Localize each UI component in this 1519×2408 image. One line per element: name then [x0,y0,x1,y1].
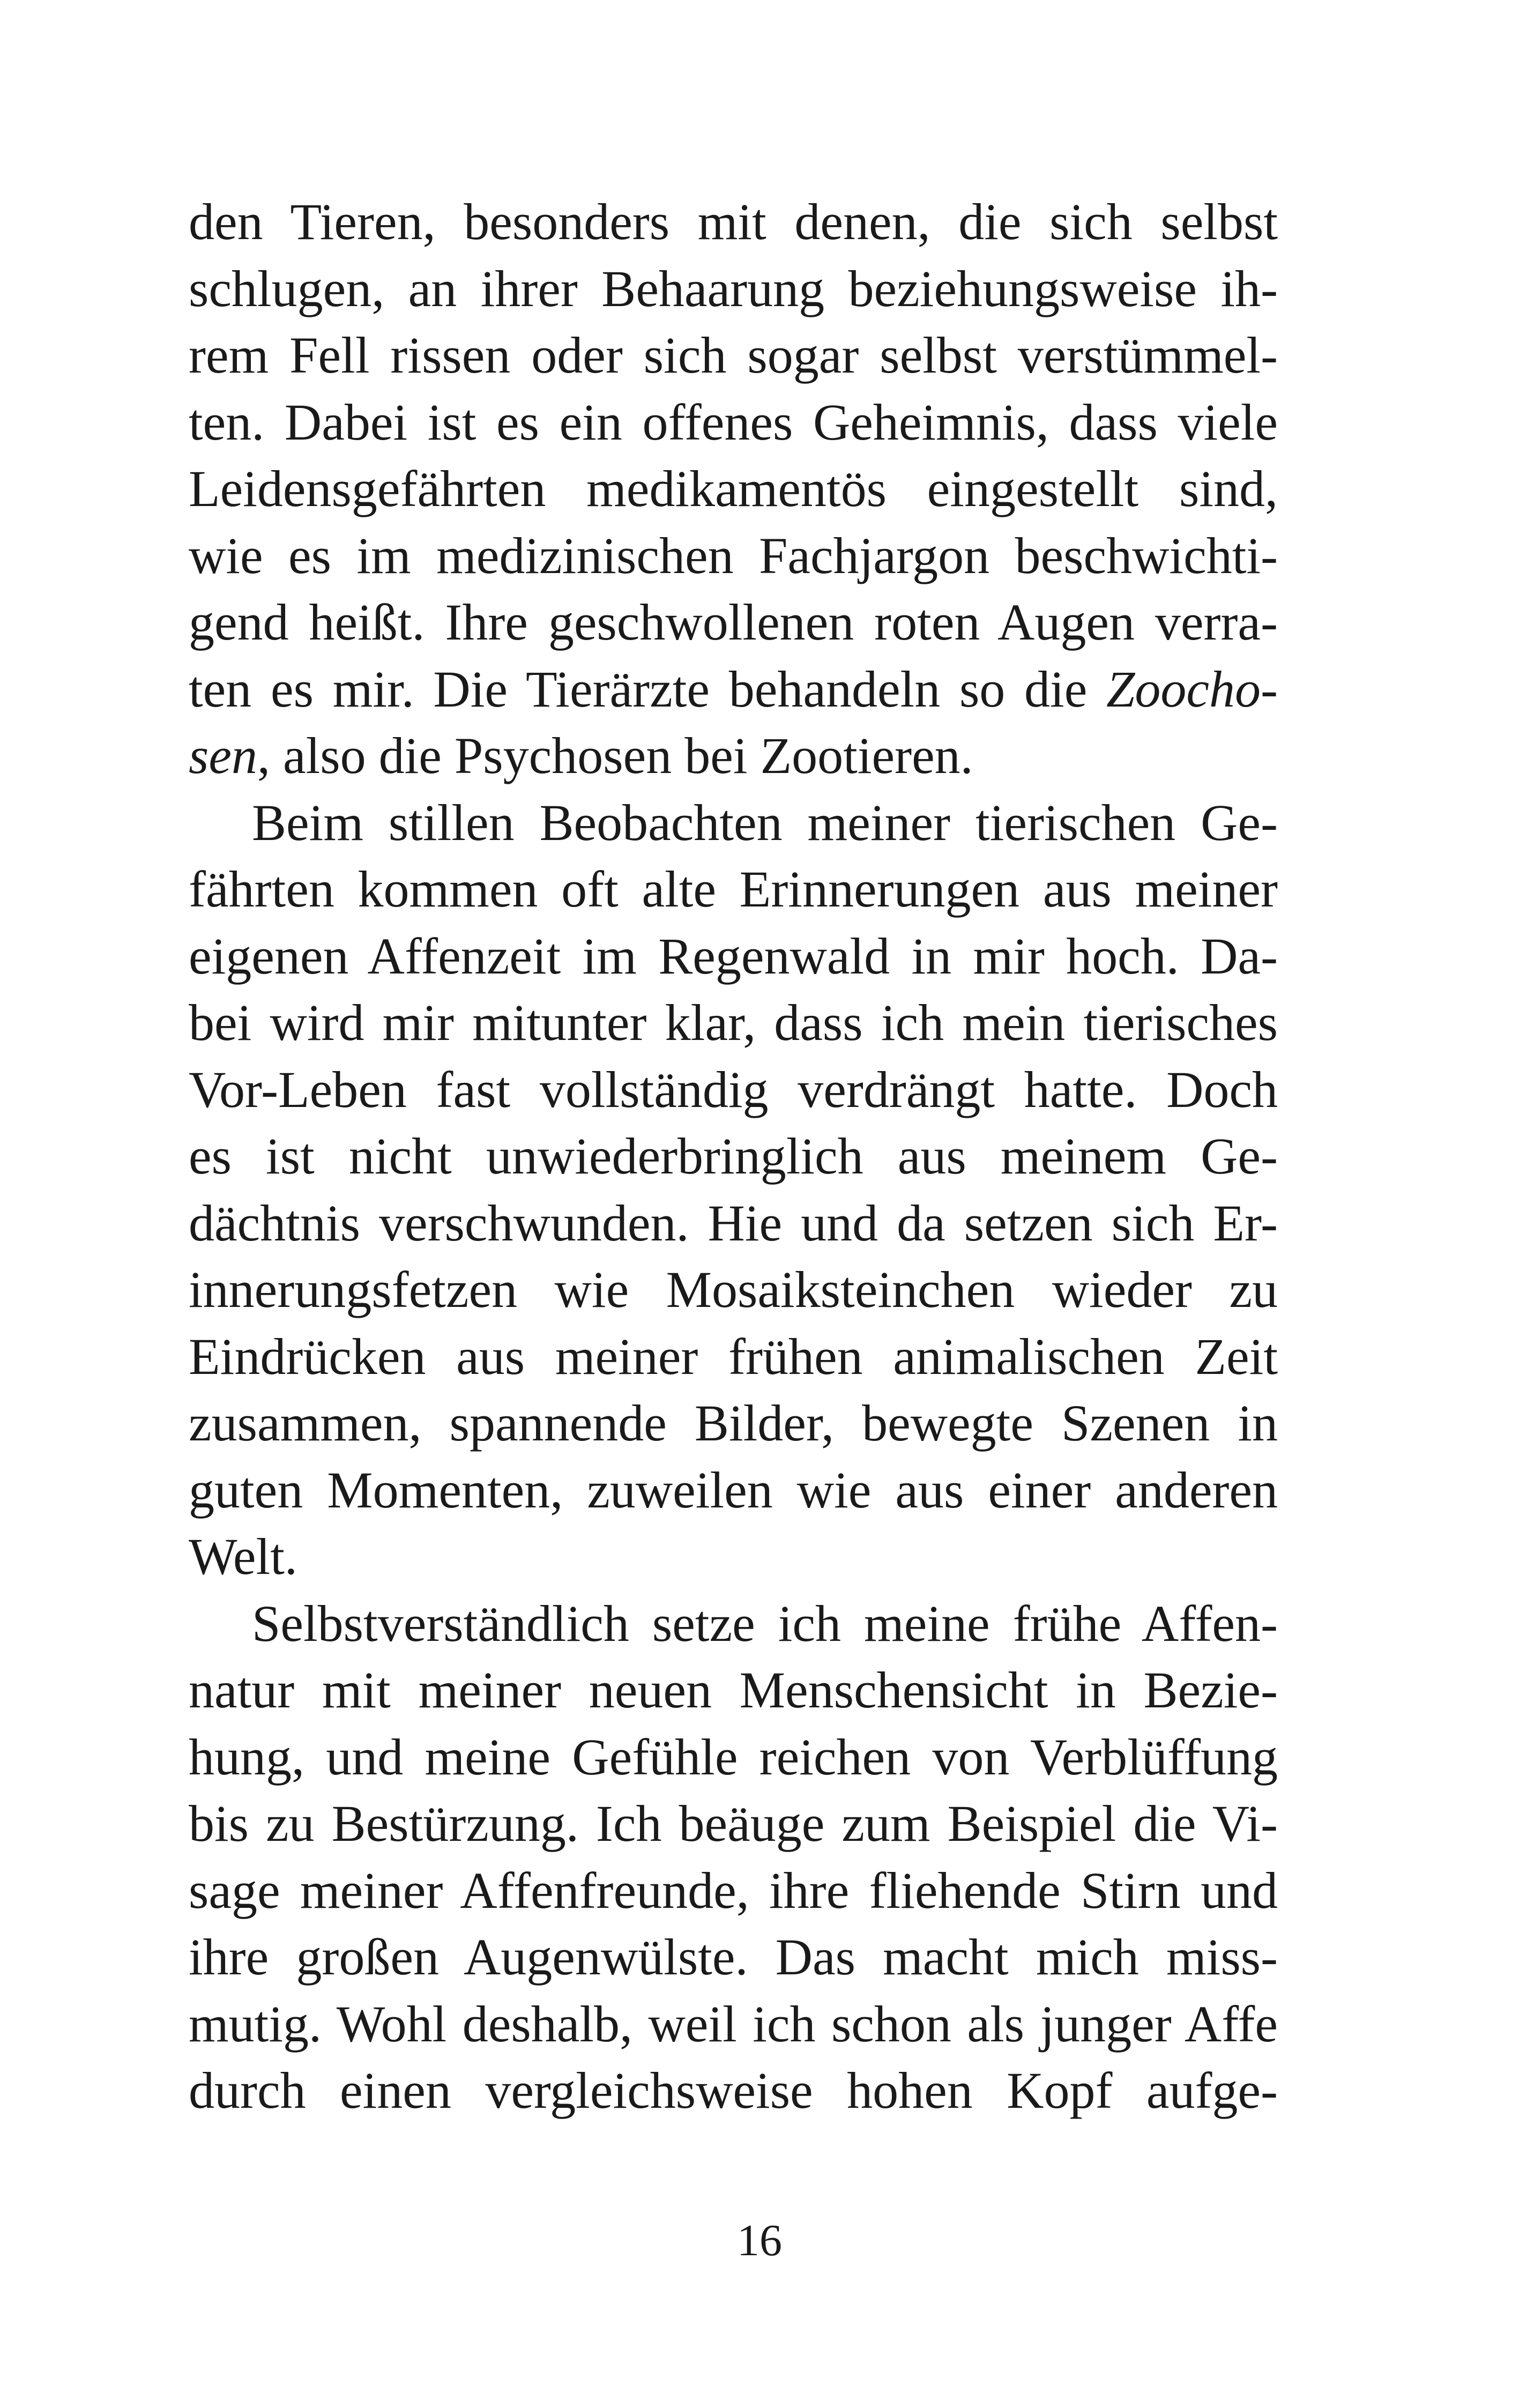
paragraph-2 [189,790,1278,1591]
text-line: Eindrücken aus meiner frühen animalischen Zeit [189,1327,1278,1385]
text-line: rem Fell rissen oder sich sogar selbst verstümmel- [189,326,1278,384]
text-line: den Tieren, besonders mit denen, die sich selbst [189,193,1278,250]
text-line: es ist nicht unwiederbringlich aus meinem Ge- [189,1127,1278,1185]
text-fragment: , also die Psychosen bei Zootieren. [257,727,973,784]
page-body [189,189,1278,2124]
paragraph-3 [189,1591,1278,2124]
text-line: hung, und meine Gefühle reichen von Verblüffung [189,1728,1278,1786]
text-line: bei wird mir mitunter klar, dass ich mein tierisches [189,994,1278,1051]
page-number: 16 [737,2216,782,2265]
text-line: schlugen, an ihrer Behaarung beziehungsweise ih- [189,259,1278,317]
text-line: Vor-Leben fast vollständig verdrängt hatte. Doch [189,1060,1278,1118]
text-line: eigenen Affenzeit im Regenwald in mir hoch. Da- [189,927,1278,985]
text-line: durch einen vergleichsweise hohen Kopf aufge- [189,2062,1278,2119]
text-line [189,723,1278,790]
text-line: guten Momenten, zuweilen wie aus einer anderen [189,1461,1278,1519]
text-line: natur mit meiner neuen Menschensicht in Bezie- [189,1661,1278,1719]
text-line: wie es im medizinischen Fachjargon beschwichti- [189,526,1278,584]
text-line [189,656,1278,723]
text-fragment: ten es mir. Die Tierärzte behandeln so die [189,660,1107,718]
text-line: fährten kommen oft alte Erinnerungen aus meiner [189,860,1278,918]
italic-term: sen [189,727,257,784]
text-line: sage meiner Affenfreunde, ihre fliehende Stirn und [189,1861,1278,1919]
text-line: zusammen, spannende Bilder, bewegte Szenen in [189,1394,1278,1452]
text-line: ten. Dabei ist es ein offenes Geheimnis, dass viele [189,393,1278,451]
text-line: Beim stillen Beobachten meiner tierischen Ge- [252,793,1278,851]
text-line: bis zu Bestürzung. Ich beäuge zum Beispiel die Vi- [189,1795,1278,1852]
text-line: dächtnis verschwunden. Hie und da setzen sich Er- [189,1194,1278,1252]
text-line: Selbstverständlich setze ich meine frühe Affen- [252,1594,1278,1652]
text-line: mutig. Wohl deshalb, weil ich schon als junger Affe [189,1995,1278,2053]
italic-term: Zoocho- [1106,660,1278,718]
text-line: ihre großen Augenwülste. Das macht mich miss- [189,1928,1278,1986]
text-line: innerungsfetzen wie Mosaiksteinchen wieder zu [189,1261,1278,1318]
paragraph-1 [189,189,1278,790]
text-line: Leidensgefährten medikamentös eingestellt sind, [189,460,1278,517]
text-line: Welt. [189,1528,297,1585]
text-line: gend heißt. Ihre geschwollenen roten Augen verra- [189,593,1278,651]
